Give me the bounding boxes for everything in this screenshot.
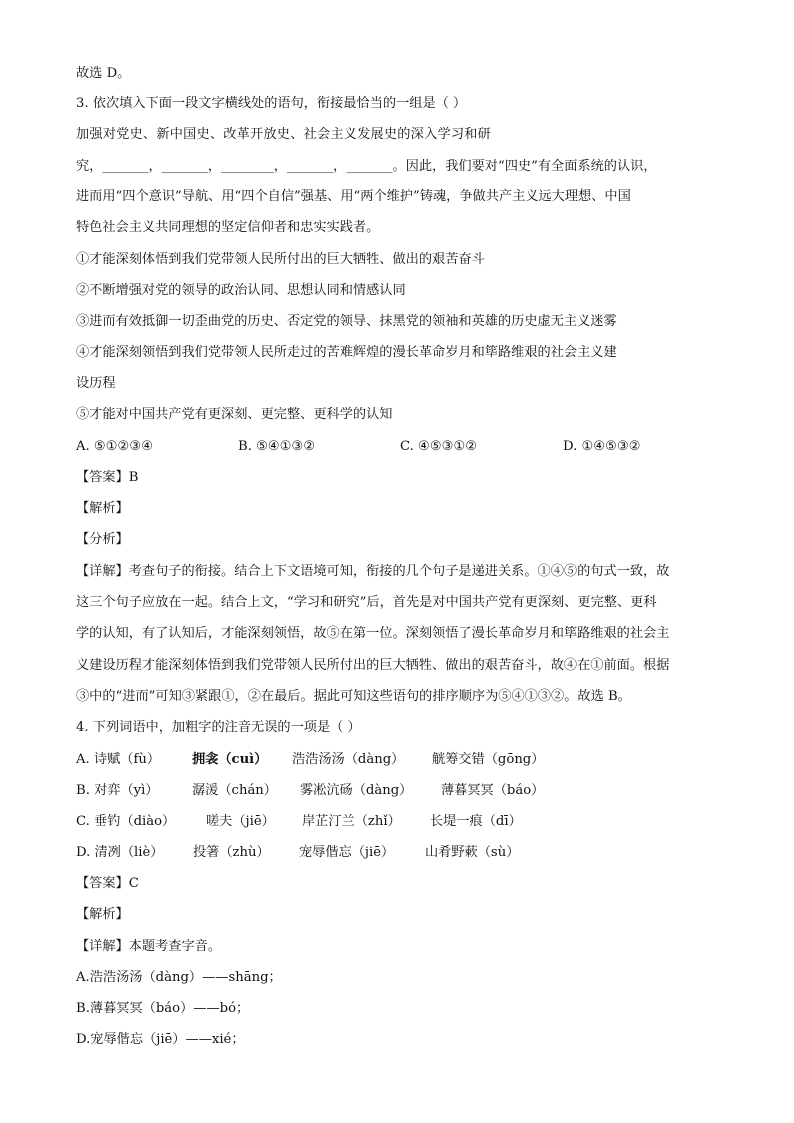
q4-row-d-word-1: D. 清冽（liè） xyxy=(76,845,164,860)
q4-row-c-word-3: 岸芷汀兰（zhǐ） xyxy=(302,814,401,829)
q4-row-b-word-4: 薄暮冥冥（báo） xyxy=(441,783,545,798)
explanation-line: D.宠辱偕忘（jiē）——xié； xyxy=(76,1032,245,1047)
q3-option-d: D. ①④⑤③② xyxy=(563,439,641,454)
q4-row-a-word-2: 拥衾（cuì） xyxy=(192,752,268,767)
sentence-1: ①才能深刻体悟到我们党带领人民所付出的巨大牺牲、做出的艰苦奋斗 xyxy=(76,252,485,267)
explanation-line: 学的认知，有了认知后，才能深刻领悟，故⑤在第一位。深刻领悟了漫长革命岁月和筚路维艰的社会主 xyxy=(76,626,670,641)
text-line: 进而用“四个意识”导航、用“四个自信”强基、用“两个维护”铸魂，争做共产主义远大理想、中国 xyxy=(76,189,631,204)
q3-option-b: B. ⑤④①③② xyxy=(238,439,316,454)
q4-row-a-word-4: 觥筹交错（gōng） xyxy=(432,752,545,767)
q4-row-d-word-2: 投箸（zhù） xyxy=(193,845,270,860)
q4-row-c-word-2: 嗟夫（jiē） xyxy=(206,814,275,829)
explanation-line: 【详解】考查句子的衔接。结合上下文语境可知，衔接的几个句子是递进关系。①④⑤的句式一致，故 xyxy=(76,564,670,579)
explanation-line: ③中的“进而”可知③紧跟①，②在最后。据此可知这些语句的排序顺序为⑤④①③②。故选 B。 xyxy=(76,689,631,704)
analysis-sub-label: 【分析】 xyxy=(76,532,129,547)
q4-row-c-word-4: 长堤一痕（dī） xyxy=(430,814,522,829)
analysis-label: 【解析】 xyxy=(76,907,129,922)
q4-row-a-word-3: 浩浩汤汤（dàng） xyxy=(292,752,405,767)
answer-label: 【答案】C xyxy=(76,876,139,891)
q3-option-a: A. ⑤①②③④ xyxy=(76,439,154,454)
text-line-blanks: 究，_______，_______，________，_______，_______。因此，我们要对“四史”有全面系统的认识， xyxy=(76,159,657,174)
sentence-4: ④才能深刻领悟到我们党带领人民所走过的苦难辉煌的漫长革命岁月和筚路维艰的社会主义建 xyxy=(76,345,617,360)
q4-row-b-word-1: B. 对弈（yì） xyxy=(76,783,159,798)
text-line: 设历程 xyxy=(76,376,116,391)
text-line: 特色社会主义共同理想的坚定信仰者和忠实实践者。 xyxy=(76,220,380,235)
q4-row-a-word-1: A. 诗赋（fù） xyxy=(76,752,161,767)
explanation-line: A.浩浩汤汤（dàng）——shāng； xyxy=(76,970,282,985)
q3-option-c: C. ④⑤③①② xyxy=(400,439,478,454)
sentence-3: ③进而有效抵御一切歪曲党的历史、否定党的领导、抹黑党的领袖和英雄的历史虚无主义迷雾 xyxy=(76,314,617,329)
sentence-5: ⑤才能对中国共产党有更深刻、更完整、更科学的认知 xyxy=(76,407,393,422)
text-line: 加强对党史、新中国史、改革开放史、社会主义发展史的深入学习和研 xyxy=(76,127,492,142)
q4-row-b-word-2: 潺湲（chán） xyxy=(192,783,277,798)
sentence-2: ②不断增强对党的领导的政治认同、思想认同和情感认同 xyxy=(76,283,406,298)
explanation-line: B.薄暮冥冥（báo）——bó； xyxy=(76,1001,250,1016)
question-4-stem: 4. 下列词语中，加粗字的注音无误的一项是（ ） xyxy=(76,720,361,735)
explanation-line: 这三个句子应放在一起。结合上文，“学习和研究”后，首先是对中国共产党有更深刻、更完整、更科 xyxy=(76,595,657,610)
q4-row-c-word-1: C. 垂钓（diào） xyxy=(76,814,176,829)
q4-row-d-word-4: 山肴野蔌（sù） xyxy=(425,845,520,860)
answer-label: 【答案】B xyxy=(76,470,139,485)
q4-row-b-word-3: 雾凇沆砀（dàng） xyxy=(300,783,413,798)
q4-row-d-word-3: 宠辱偕忘（jiē） xyxy=(299,845,395,860)
question-3-stem: 3. 依次填入下面一段文字横线处的语句，衔接最恰当的一组是（ ） xyxy=(76,96,467,111)
analysis-label: 【解析】 xyxy=(76,501,129,516)
explanation-line: 【详解】本题考查字音。 xyxy=(76,939,222,954)
text-line: 故选 D。 xyxy=(76,66,131,81)
explanation-line: 义建设历程才能深刻体悟到我们党带领人民所付出的巨大牺牲、做出的艰苦奋斗，故④在①前面。根据 xyxy=(76,658,670,673)
